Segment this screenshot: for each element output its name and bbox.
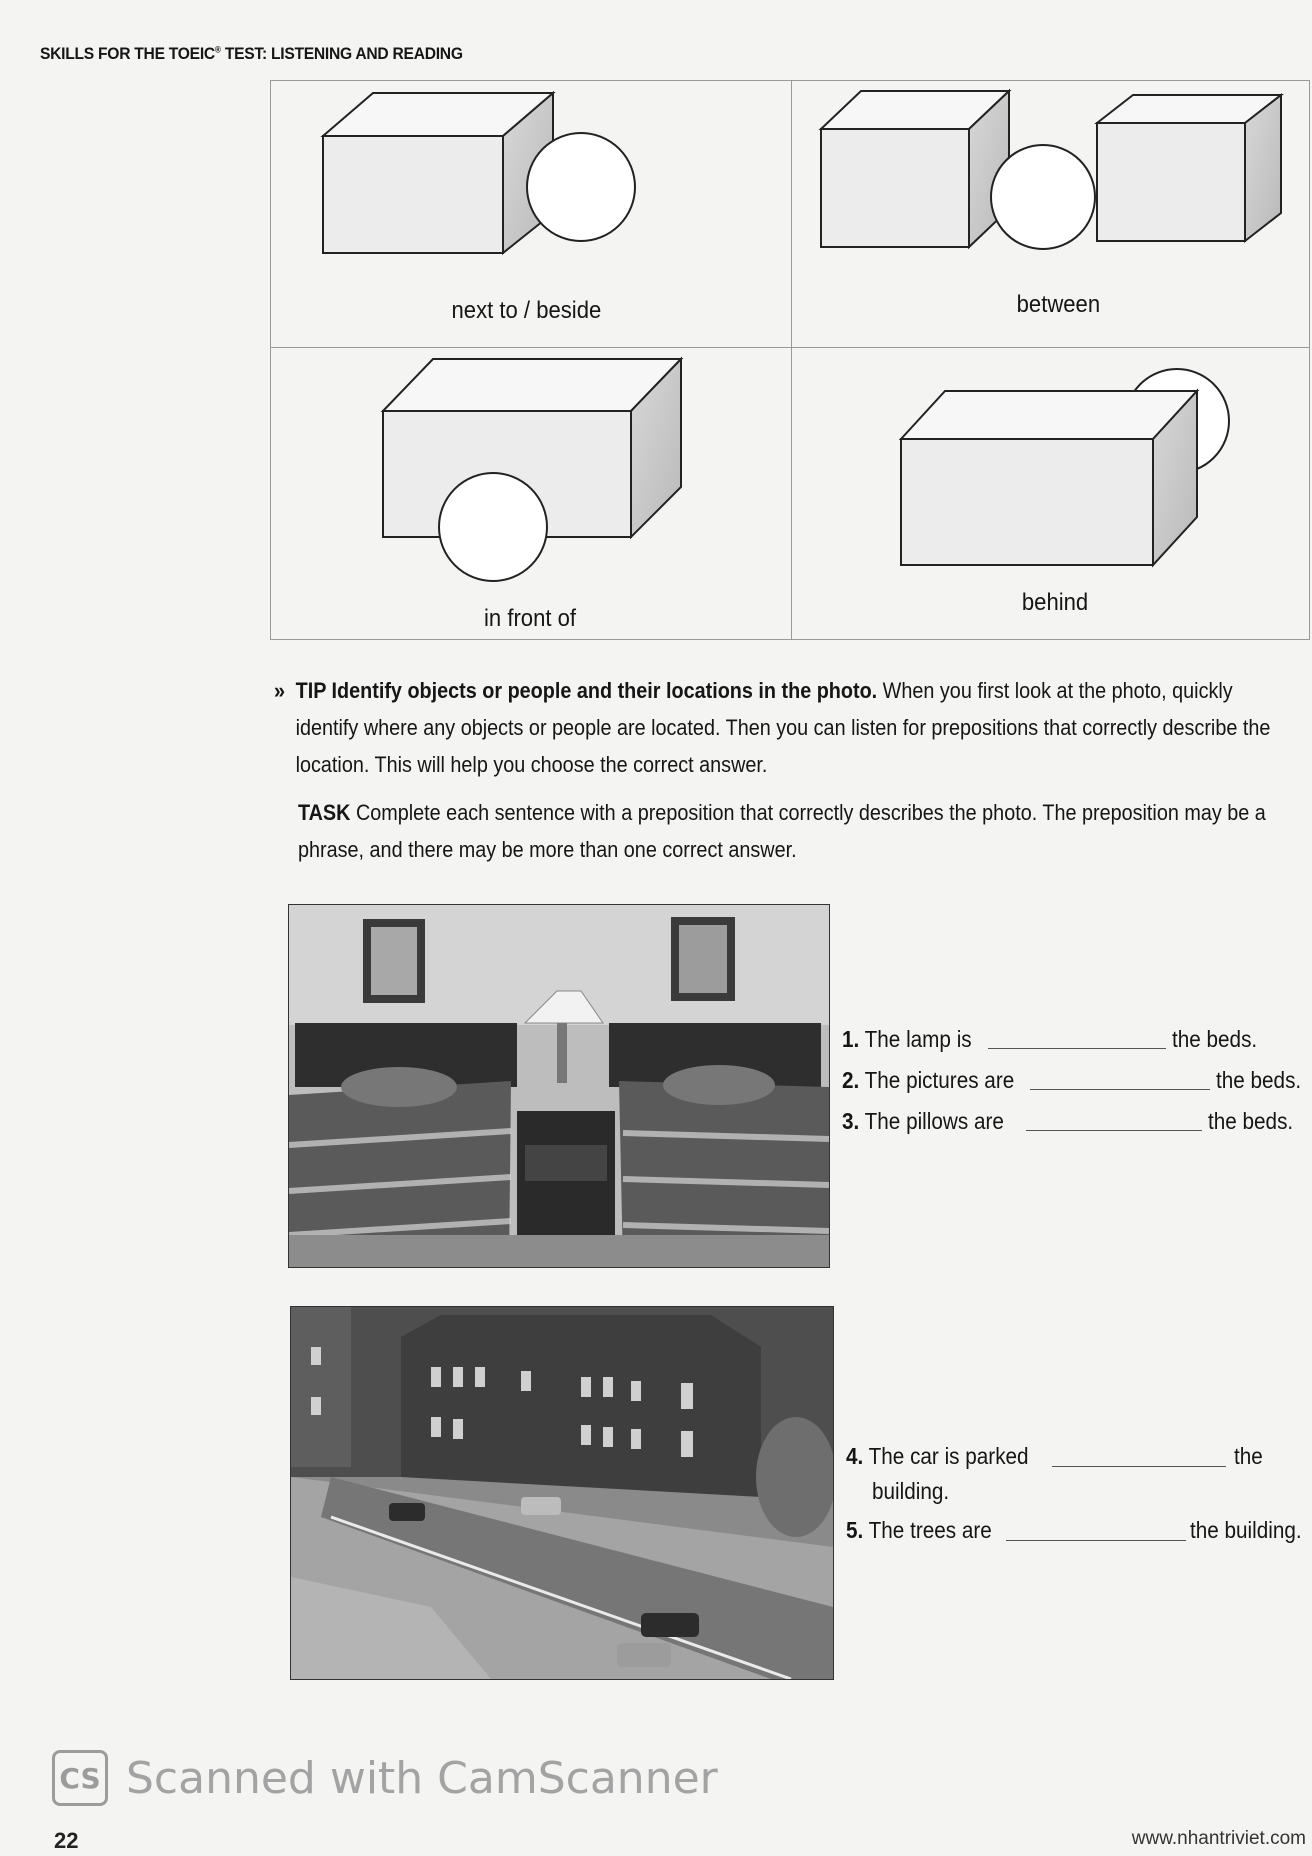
answer-blank-2[interactable] — [1030, 1089, 1210, 1090]
label-next-to: next to / beside — [451, 297, 602, 324]
tip-paragraph — [274, 672, 1282, 783]
label-between: between — [1016, 291, 1101, 318]
label-in-front-of: in front of — [484, 605, 577, 632]
street-building-illustration — [291, 1307, 833, 1679]
tip-lead: TIP Identify objects or people and their locations in the photo. — [295, 678, 878, 703]
label-behind: behind — [1021, 589, 1089, 616]
hotel-room-illustration — [289, 905, 829, 1267]
tip-marker: » — [274, 678, 286, 703]
answer-blank-5[interactable] — [1006, 1540, 1186, 1541]
task-paragraph — [298, 794, 1279, 868]
photo-street-building — [290, 1306, 834, 1680]
box-next-to — [323, 93, 553, 253]
question-2-end: the beds. — [1216, 1067, 1302, 1093]
tip-text: When you first look at the photo, quickly identify where any objects or people are located. Then you can listen for prepositions that correctly describe the location. This will help you choose the correct answer. — [295, 678, 1271, 777]
preposition-figure-grid — [270, 80, 1310, 640]
question-1: 1. The lamp is — [842, 1026, 972, 1052]
question-4-continuation: building. — [872, 1478, 950, 1504]
photo-hotel-room — [288, 904, 830, 1268]
site-url: www.nhantriviet.com — [1131, 1828, 1306, 1849]
question-3-end: the beds. — [1208, 1108, 1294, 1134]
camscanner-text: Scanned with CamScanner — [126, 1752, 718, 1804]
question-5: 5. The trees are — [846, 1517, 992, 1543]
ball-in-front-of — [439, 473, 547, 581]
box-between-right — [1097, 95, 1281, 241]
camscanner-watermark — [52, 1748, 718, 1808]
answer-blank-1[interactable] — [988, 1048, 1166, 1049]
camscanner-logo-icon: CS — [52, 1750, 108, 1806]
question-1-end: the beds. — [1172, 1026, 1258, 1052]
box-behind — [901, 391, 1197, 565]
preposition-diagrams — [271, 81, 1311, 641]
page-number: 22 — [54, 1828, 79, 1853]
task-text: Complete each sentence with a preposition that correctly describes the photo. The preposition may be a phrase, and there may be more than one correct answer. — [298, 800, 1266, 862]
question-2: 2. The pictures are — [842, 1067, 1015, 1093]
question-5-end: the building. — [1190, 1517, 1302, 1543]
running-header: SKILLS FOR THE TOEIC® TEST: LISTENING AND READING — [40, 44, 463, 63]
answer-blank-3[interactable] — [1026, 1130, 1202, 1131]
task-lead: TASK — [298, 800, 351, 825]
box-between-left — [821, 91, 1009, 247]
question-4: 4. The car is parked — [846, 1443, 1029, 1469]
ball-next-to — [527, 133, 635, 241]
question-3: 3. The pillows are — [842, 1108, 1004, 1134]
question-4-end: the — [1234, 1443, 1263, 1469]
ball-between — [991, 145, 1095, 249]
answer-blank-4[interactable] — [1052, 1466, 1226, 1467]
